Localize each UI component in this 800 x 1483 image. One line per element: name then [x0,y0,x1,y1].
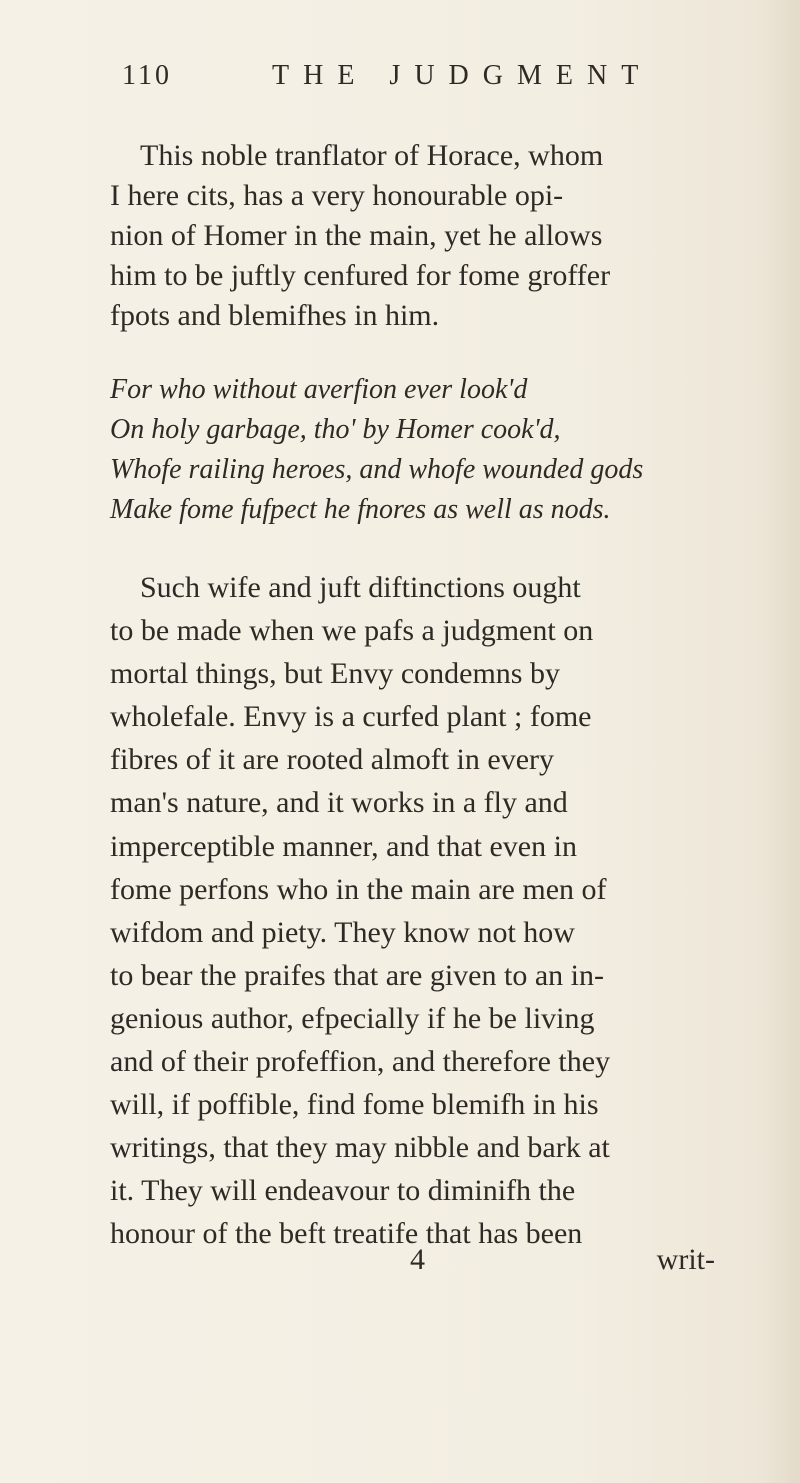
paragraph-line: to bear the praifes that are given to an in- [110,958,604,992]
paragraph-line: to be made when we pafs a judgment on [110,614,594,648]
paragraph-line: fibres of it are rooted almoft in every [110,743,554,777]
paragraph-line: Such wife and juft diftinctions ought [140,571,581,604]
paragraph-line: mortal things, but Envy condemns by [110,657,560,691]
paragraph-line: nion of Homer in the main, yet he allows [110,219,603,252]
paragraph-line: it. They will endeavour to diminifh the [110,1174,576,1208]
paragraph-line: man's nature, and it works in a fly and [110,786,568,820]
paragraph-line: wholefale. Envy is a curfed plant ; fome [110,700,592,734]
paragraph-line: him to be juftly cenfured for fome groffer [110,259,611,292]
verse-quotation [110,370,750,530]
verse-line: Make fome fufpect he fnores as well as nods. [110,494,611,525]
paragraph-line: writings, that they may nibble and bark at [110,1131,610,1165]
page-header [122,60,653,100]
page-footer [110,1240,750,1280]
paragraph-translator [110,136,750,336]
catchword: writ- [656,1243,715,1276]
paragraph-line: and of their profeffion, and therefore they [110,1045,611,1079]
paragraph-line: genious author, efpecially if he be living [110,1001,595,1035]
paragraph-envy [110,566,750,1256]
paragraph-line: wifdom and piety. They know not how [110,915,575,949]
paragraph-line: will, if poffible, find fome blemifh in his [110,1088,599,1122]
paragraph-line: fpots and blemifhes in him. [110,299,440,332]
verse-line: On holy garbage, tho' by Homer cook'd, [110,414,561,445]
running-title: THE JUDGMENT [272,60,653,91]
paragraph-line: I here cits, has a very honourable opi- [110,179,564,212]
paragraph-line: This noble tranflator of Horace, whom [140,139,604,172]
signature-mark: 4 [410,1243,425,1276]
verse-line: For who without averfion ever look'd [110,374,528,405]
paragraph-line: fome perfons who in the main are men of [110,872,607,906]
page-number: 110 [122,60,172,91]
verse-line: Whofe railing heroes, and whofe wounded gods [110,454,644,485]
paragraph-line: honour of the beft treatife that has been [110,1217,583,1251]
paragraph-line: imperceptible manner, and that even in [110,829,577,863]
